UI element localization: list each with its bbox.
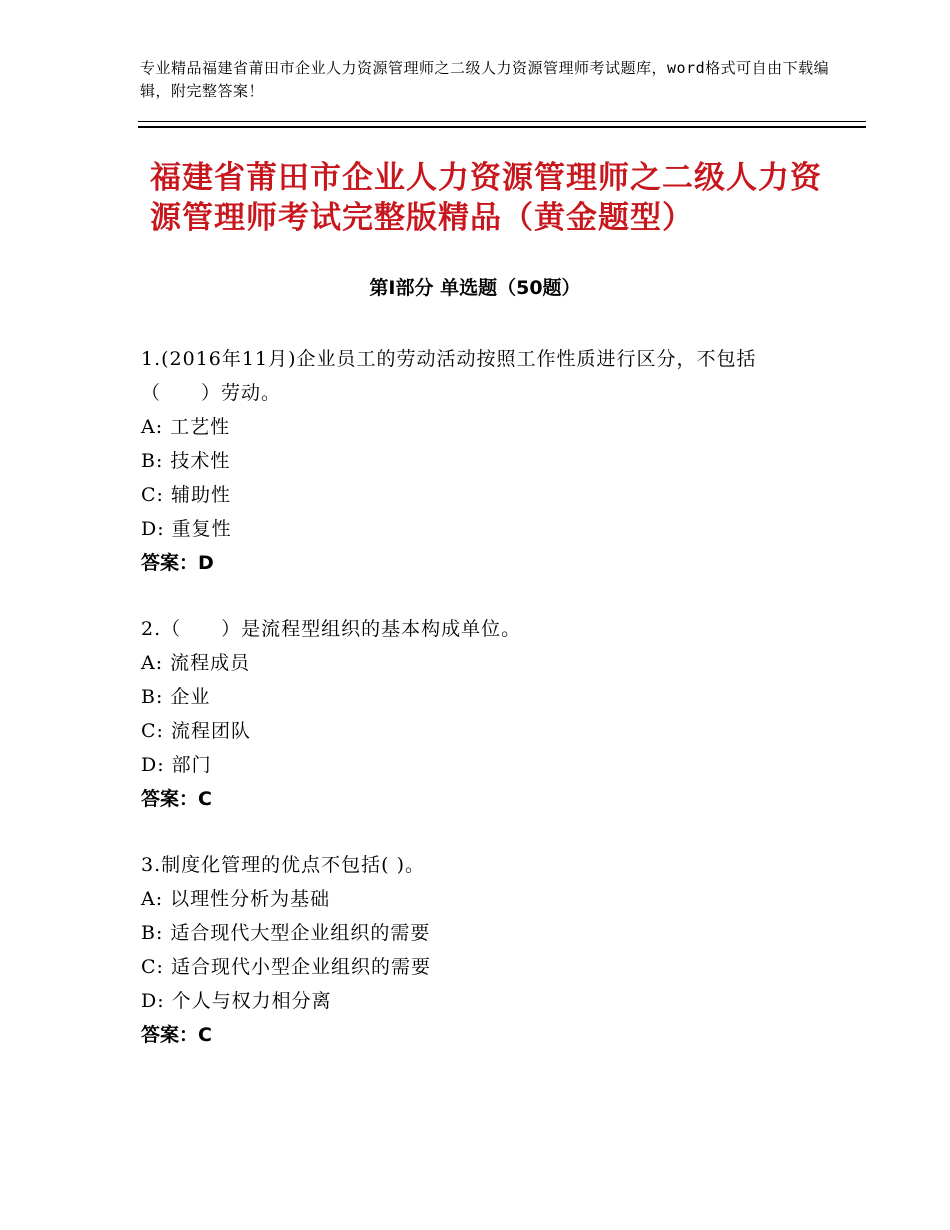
option-c: C: 适合现代小型企业组织的需要 [141,956,431,978]
option-c: C: 辅助性 [141,484,231,506]
question-2 [141,612,821,816]
question-list [141,342,821,1084]
question-stem: 3.制度化管理的优点不包括( )。 [141,854,425,876]
header-divider [138,121,866,128]
option-a: A: 流程成员 [141,652,251,674]
answer: 答案：C [141,1024,212,1046]
question-stem: 2.（ ）是流程型组织的基本构成单位。 [141,618,522,640]
option-b: B: 技术性 [141,450,231,472]
option-d: D: 重复性 [141,518,232,540]
document-title: 福建省莆田市企业人力资源管理师之二级人力资源管理师考试完整版精品（黄金题型） [150,160,822,236]
option-c: C: 流程团队 [141,720,251,742]
option-a: A: 以理性分析为基础 [141,888,331,910]
question-stem-continued: （ ）劳动。 [141,382,282,404]
header-note: 专业精品福建省莆田市企业人力资源管理师之二级人力资源管理师考试题库，word格式可自由下载编辑，附完整答案！ [140,59,830,100]
answer: 答案：C [141,788,212,810]
question-1 [141,342,821,580]
option-a: A: 工艺性 [141,416,231,438]
option-d: D: 部门 [141,754,212,776]
question-stem: 1.(2016年11月)企业员工的劳动活动按照工作性质进行区分，不包括 [141,348,757,370]
answer: 答案：D [141,552,214,574]
option-b: B: 企业 [141,686,211,708]
option-d: D: 个人与权力相分离 [141,990,332,1012]
option-b: B: 适合现代大型企业组织的需要 [141,922,431,944]
question-3 [141,848,821,1052]
section-title: 第Ⅰ部分 单选题（50题） [369,277,581,299]
